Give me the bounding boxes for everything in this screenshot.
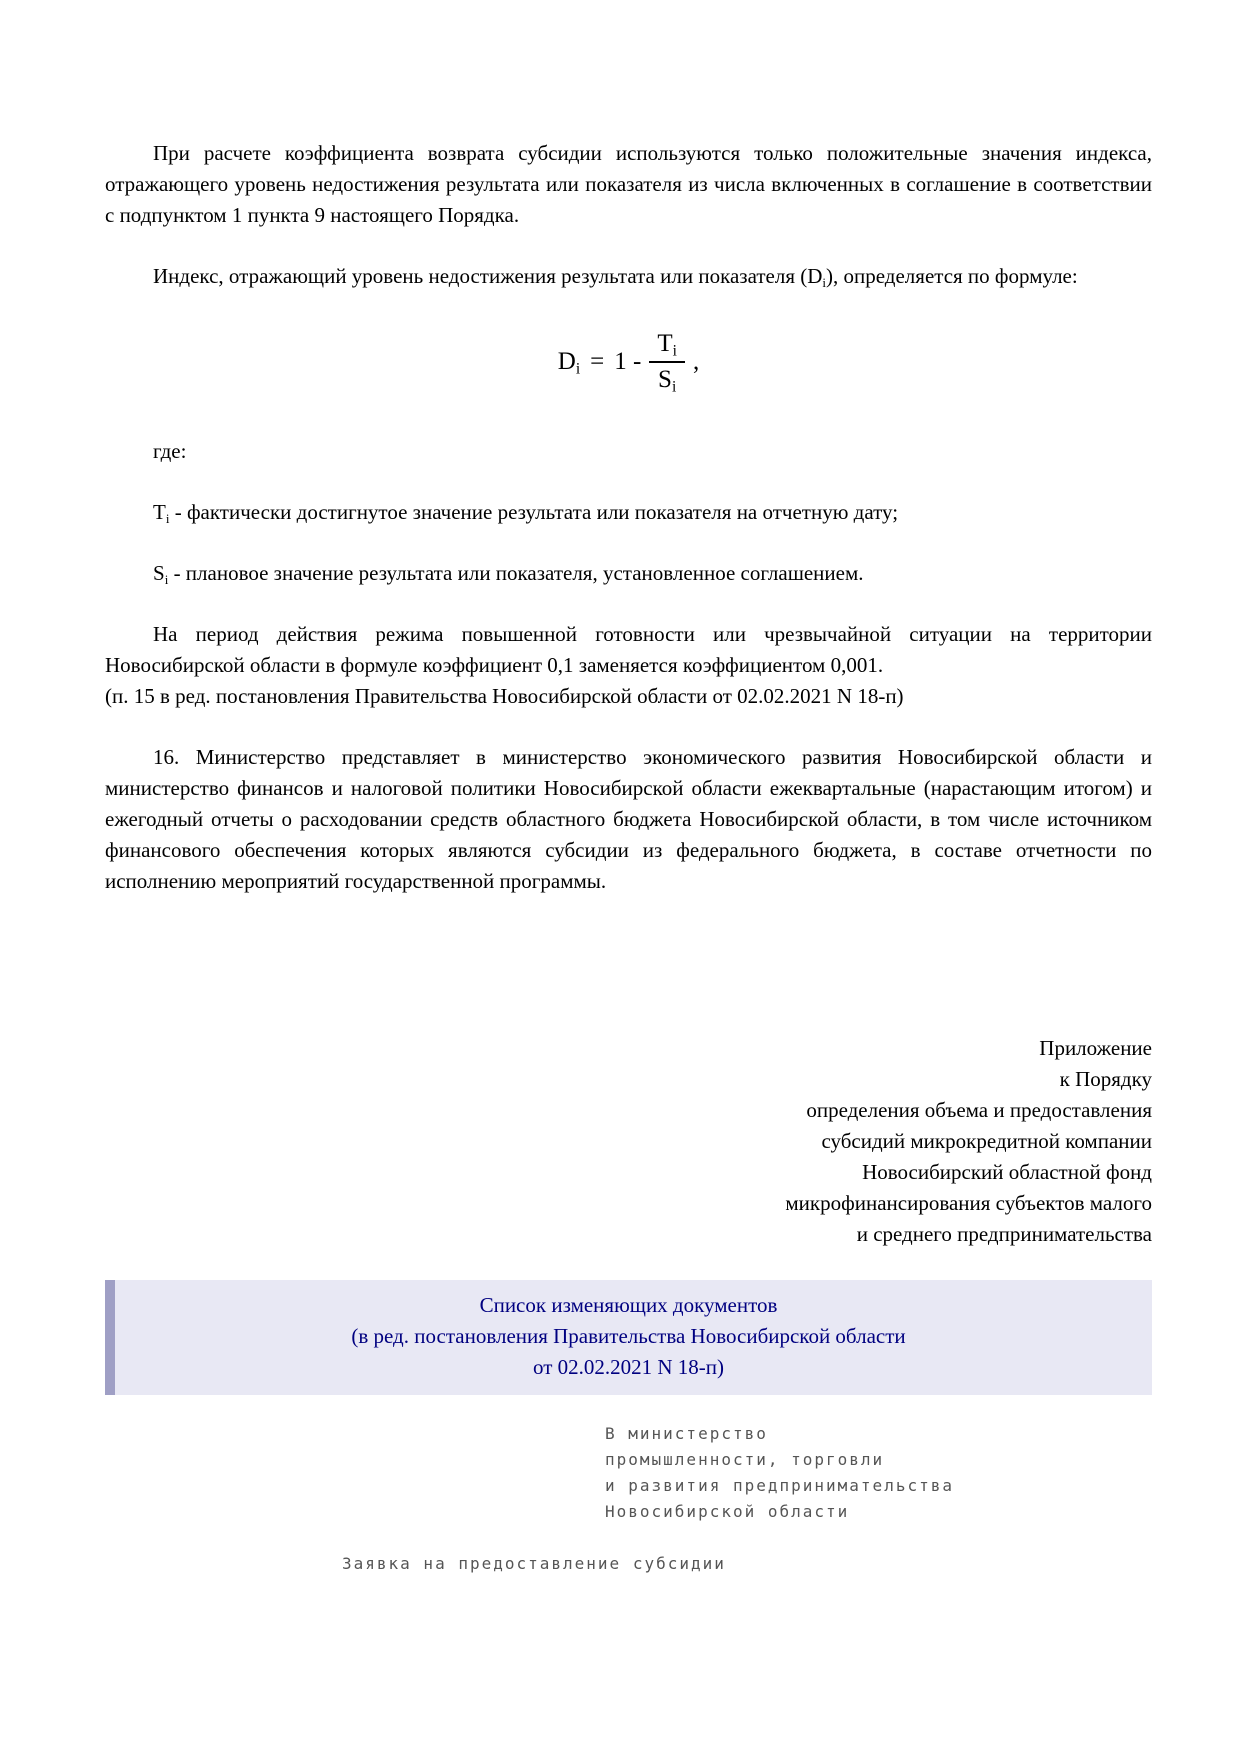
amendment-note: (п. 15 в ред. постановления Правительства Новосибирской области от 02.02.2021 N 18-п) (105, 684, 904, 708)
paragraph-index-sub: i (822, 274, 827, 290)
ministry-address-line: Новосибирской области (605, 1502, 850, 1521)
paragraph-index-part2: ), определяется по формуле: (826, 264, 1078, 288)
appendix-line: к Порядку (1059, 1067, 1152, 1091)
paragraph-index-part1: Индекс, отражающий уровень недостижения результата или показателя (D (153, 264, 823, 288)
definition-ti: $T_i$ - фактически достигнутое значение результата или показателя на отчетную дату; (153, 500, 899, 526)
application-title: Заявка на предоставление субсидии (342, 1554, 726, 1573)
formula-lhs: $D_i$ (557, 348, 581, 378)
formula-equals-sign: = (590, 348, 605, 375)
amending-documents-line: Список изменяющих документов (479, 1293, 778, 1317)
amending-documents-line: (в ред. постановления Правительства Новосибирской области (351, 1324, 906, 1348)
ministry-address-line: В министерство (605, 1424, 768, 1443)
ministry-address-line: промышленности, торговли (605, 1450, 885, 1469)
appendix-line: определения объема и предоставления (806, 1098, 1152, 1122)
appendix-line: микрофинансирования субъектов малого (785, 1191, 1152, 1215)
appendix-line: субсидий микрокредитной компании (821, 1129, 1152, 1153)
amending-documents-line: от 02.02.2021 N 18-п) (532, 1355, 725, 1379)
formula-fraction (649, 330, 685, 394)
appendix-line: Приложение (1039, 1036, 1152, 1060)
paragraph-16: 16. Министерство представляет в министерство экономического развития Новосибирской области и министерство финансов и налоговой политики Новосибирской области ежеквартальные (нарастающим итогом) и ежегодный отчеты о расходовании средств областного бюджета Новосибирской области, в том числе источником финансового обеспечения которых являются субсидии из федерального бюджета, в составе отчетности по исполнению мероприятий государственной программы. (105, 745, 1152, 893)
label-gde: где: (153, 439, 187, 463)
paragraph-emergency-main: На период действия режима повышенной готовности или чрезвычайной ситуации на территории Новосибирской области в формуле коэффициент 0,1 заменяется коэффициентом 0,001. (105, 622, 1152, 677)
formula-one-minus: 1 - (614, 348, 642, 375)
amending-documents-box (105, 1280, 1152, 1395)
appendix-line: Новосибирский областной фонд (862, 1160, 1152, 1184)
definition-si: $S_i$ - плановое значение результата или показателя, установленное соглашением. (153, 561, 864, 587)
formula-denominator: $S_i$ (658, 366, 677, 396)
paragraph-subsidy-return: При расчете коэффициента возврата субсидии используются только положительные значения индекса, отражающего уровень недостижения результата или показателя из числа включенных в соглашение в соответствии с подпунктом 1 пункта 9 настоящего Порядка. (105, 141, 1152, 227)
appendix-block (105, 1033, 1152, 1250)
ministry-address-line: и развития предпринимательства (605, 1476, 954, 1495)
paragraph-emergency-period (105, 619, 1152, 712)
formula-comma: , (692, 348, 700, 375)
paragraph-index-definition (105, 261, 1152, 292)
formula-numerator: $T_i$ (649, 330, 685, 363)
ministry-address-block (605, 1421, 1152, 1525)
formula-di (105, 330, 1152, 394)
appendix-line: и среднего предпринимательства (856, 1222, 1152, 1246)
